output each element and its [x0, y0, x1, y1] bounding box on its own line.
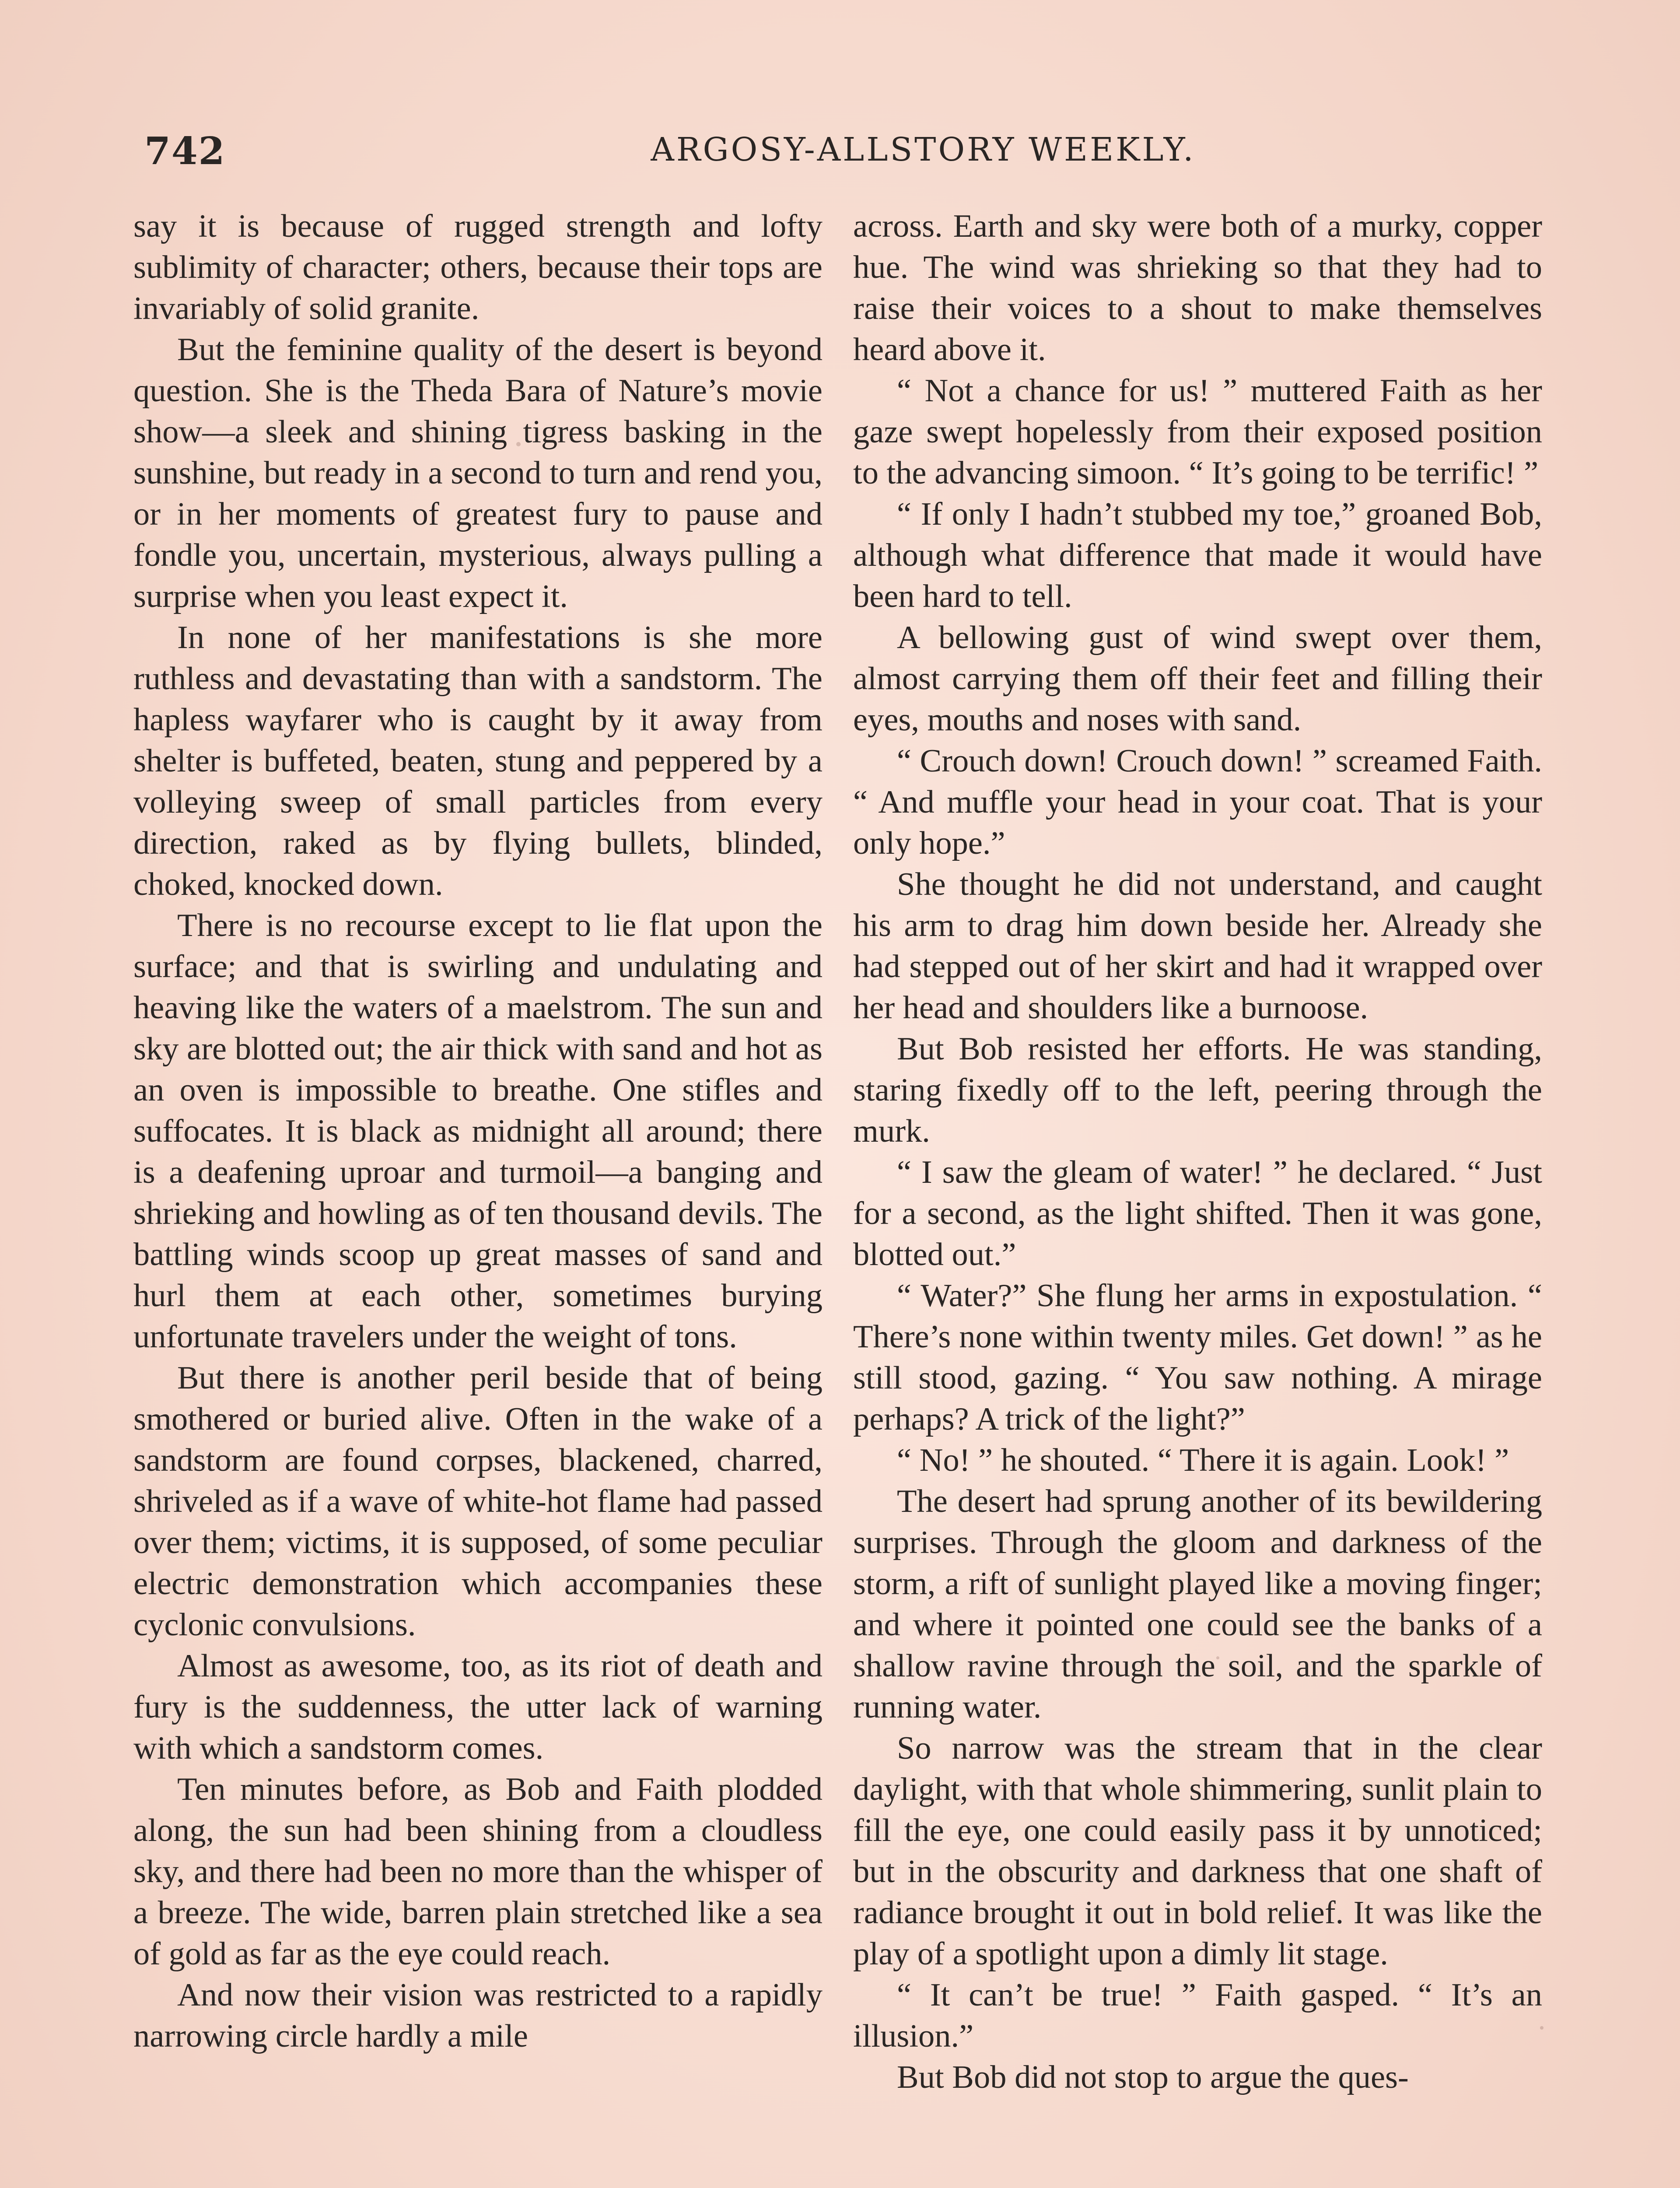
paragraph: A bellowing gust of wind swept over them, almost carrying them off their feet and filling their eyes, mouths and noses with sand.	[853, 620, 1542, 738]
paragraph: “ Crouch down! Crouch down! ” screamed Faith. “ And muffle your head in your coat. That is your only hope.”	[853, 743, 1542, 861]
paragraph: But there is another peril beside that of being smothered or buried alive. Often in the wake of a sandstorm are found corpses, blackened, charred, shriveled as if a wave of white-hot flame had passed over them; victims, it is supposed, of some peculiar electric demonstration which accompanies these cyclonic convulsions.	[133, 1360, 822, 1643]
paragraph: across. Earth and sky were both of a murky, copper hue. The wind was shrieking so that they had to raise their voices to a shout to make themselves heard above it.	[853, 208, 1542, 368]
magazine-title: ARGOSY-ALLSTORY WEEKLY.	[651, 131, 1196, 168]
paragraph: “ No! ” he shouted. “ There it is again. Look! ”	[897, 1442, 1509, 1478]
paragraph: She thought he did not understand, and caught his arm to drag him down beside her. Already she had stepped out of her skirt and had it wrapped over her head and shoulders like a burnoose.	[853, 866, 1542, 1026]
page-number: 742	[144, 129, 226, 173]
paragraph: The desert had sprung another of its bewildering surprises. Through the gloom and darkness of the storm, a rift of sunlight played like a moving finger; and where it pointed one could see the banks of a shallow ravine through the soil, and the sparkle of running water.	[853, 1483, 1542, 1725]
paragraph: But Bob did not stop to argue the ques-	[897, 2059, 1409, 2095]
right-column	[853, 206, 1542, 2188]
paragraph: And now their vision was restricted to a rapidly narrowing circle hardly a mile	[133, 1977, 822, 2054]
paragraph: “ If only I hadn’t stubbed my toe,” groaned Bob, although what difference that made it would have been hard to tell.	[853, 496, 1542, 614]
paragraph: say it is because of rugged strength and lofty sublimity of character; others, because their tops are invariably of solid granite.	[133, 208, 822, 326]
paragraph: “ Not a chance for us! ” muttered Faith as her gaze swept hopelessly from their exposed position to the advancing simoon. “ It’s going to be terrific! ”	[853, 373, 1542, 491]
paragraph: But the feminine quality of the desert is beyond question. She is the Theda Bara of Nature’s movie show—a sleek and shining tigress basking in the sunshine, but ready in a second to turn and rend you, or in her moments of greatest fury to pause and fondle you, uncertain, mysterious, always pulling a surprise when you least expect it.	[133, 332, 822, 614]
paragraph: So narrow was the stream that in the clear daylight, with that whole shimmering, sunlit plain to fill the eye, one could easily pass it by unnoticed; but in the obscurity and darkness that one shaft of radiance brought it out in bold relief. It was like the play of a spotlight upon a dimly lit stage.	[853, 1730, 1542, 1972]
running-head	[144, 129, 1544, 182]
left-column	[133, 206, 822, 2188]
paragraph: Ten minutes before, as Bob and Faith plodded along, the sun had been shining from a cloudless sky, and there had been no more than the whisper of a breeze. The wide, barren plain stretched like a sea of gold as far as the eye could reach.	[133, 1771, 822, 1972]
paragraph: “ Water?” She flung her arms in expostulation. “ There’s none within twenty miles. Get down! ” as he still stood, gazing. “ You saw nothing. A mirage perhaps? A trick of the light?”	[853, 1278, 1542, 1437]
paragraph: In none of her manifestations is she more ruthless and devastating than with a sandstorm. The hapless wayfarer who is caught by it away from shelter is buffeted, beaten, stung and peppered by a volleying sweep of small particles from every direction, raked as by flying bullets, blinded, choked, knocked down.	[133, 620, 822, 902]
paragraph: Almost as awesome, too, as its riot of death and fury is the suddenness, the utter lack of warning with which a sandstorm comes.	[133, 1648, 822, 1766]
paragraph: But Bob resisted her efforts. He was standing, staring fixedly off to the left, peering through the murk.	[853, 1031, 1542, 1149]
paragraph: “ I saw the gleam of water! ” he declared. “ Just for a second, as the light shifted. Then it was gone, blotted out.”	[853, 1154, 1542, 1273]
paragraph: There is no recourse except to lie flat upon the surface; and that is swirling and undulating and heaving like the waters of a maelstrom. The sun and sky are blotted out; the air thick with sand and hot as an oven is impossible to breathe. One stifles and suffocates. It is black as midnight all around; there is a deafening uproar and turmoil—a banging and shrieking and howling as of ten thousand devils. The battling winds scoop up great masses of sand and hurl them at each other, sometimes burying unfortunate travelers under the weight of tons.	[133, 908, 822, 1355]
paragraph: “ It can’t be true! ” Faith gasped. “ It’s an illusion.”	[853, 1977, 1542, 2054]
